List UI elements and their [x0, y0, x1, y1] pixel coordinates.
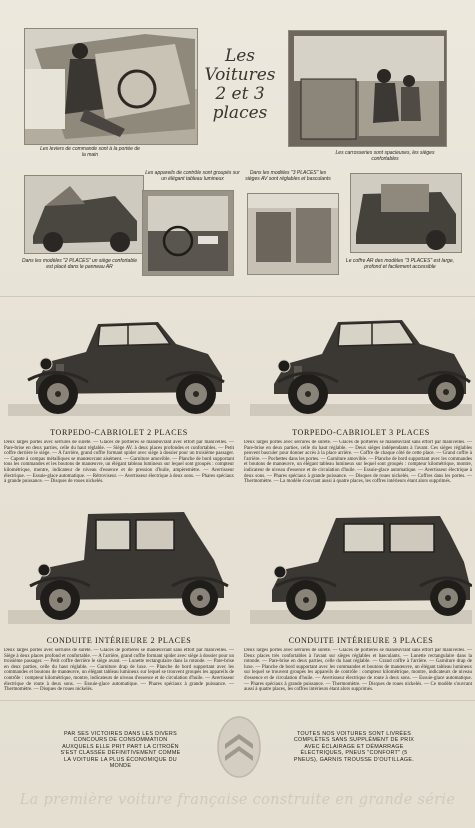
car-conduite-2-places [8, 506, 230, 628]
caption-three-seat-front: Dans les modèles "3 PLACES" les sièges AV sont réglables et basculants [245, 170, 331, 182]
photo-two-seat-trunk [24, 175, 144, 254]
photo-dashboard [142, 190, 234, 276]
caption-dashboard: Les appareils de contrôle sont groupés sur un élégant tableau lumineux [145, 170, 240, 182]
title-line: Voitures [204, 65, 276, 85]
driver-photo-illustration [25, 29, 197, 144]
title-line: Les [224, 46, 256, 66]
caption-two-seat-trunk: Dans les modèles "2 PLACES" un siège confortable est placé dans le panneau AR [22, 258, 138, 270]
equipment-note: TOUTES NOS VOITURES SONT LIVRÉES COMPLÈTES SANS SUPPLÉMENT DE PRIX AVEC ÉCLAIRAGE ET DÉMARRAGE ÉLECTRIQUES, PNEUS "CONFORT" (5 PNEUS), GARNIS TROUSSE D'OUTILLAGE. [293, 731, 415, 763]
conduite-interieure-illustration [8, 506, 230, 628]
three-seat-trunk-illustration [351, 174, 461, 252]
economy-note: PAR SES VICTOIRES DANS LES DIVERS CONCOURS DE CONSOMMATION AUXQUELS ELLE PRIT PART LA CITROËN S'EST CLASSÉE DÉFINITIVEMENT COMME LA VOITURE LA PLUS ÉCONOMIQUE DU MONDE [60, 731, 181, 770]
citroen-chevron-logo [216, 714, 262, 780]
footer-slogan: La première voiture française construite en grande série [19, 792, 456, 808]
title-line: places [212, 103, 268, 123]
model-specs: Deux larges portes avec serrures de sûreté. — Glaces de portières se manœuvrant avec effort par manivelles. — Pare-brise en deux parties, celle du haut réglable. — Siège AV. à deux places profondes et confortables. — Petit coffre derrière le siège. — A l'arrière, grand coffre formant spider avec siège à dossier pour un troisième passager. — Capote à compas métalliques se manœuvrant aisément. — Garniture amovible. — Planche de bord supportant tous les commandes et les boutons de manœuvre, un élégant tableau lumineux sur lequel sont groupés : compteur kilométrique, montre, indicateur de niveau d'essence et de pression d'huile, ampèremètre. — Avertisseur électrique. — Essuie-glace automatique. — Rétroviseur. — Avertisseur électrique à deux sons. — Phares spéciaux à grande puissance. — Disques de roues nickelés. [4, 440, 234, 485]
chevron-logo-icon [216, 714, 262, 780]
model-title: TORPEDO-CABRIOLET 3 PLACES [292, 428, 430, 437]
photo-three-seat-front [247, 193, 339, 275]
model-specs: Deux larges portes avec serrures de sûreté. — Glaces de portières se manœuvrant sans effort par manivelles. — Deux places très confortables à l'avant sur sièges réglables et basculants. — Lunette rectangulaire dans la rotonde. — Pare-brise en deux parties, celle du haut réglable. — Grand coffre à l'arrière. — Garniture drap de luxe. — Planche de bord supportant avec les commandes et boutons de manœuvre, un élégant tableau lumineux sur lequel se trouvent groupés les appareils de contrôle : compteur kilométrique, montre, indicateurs de niveau d'essence et de circulation d'huile. — Avertisseur électrique de route à deux sons. — Essuie-glace automatique. — Phares spéciaux à grande puissance. — Thermomètre. — Disques de roues nickelés. — Ce modèle s'ouvrant aussi à quatre places, les coffres intérieurs étant alors supprimés. [244, 648, 472, 693]
car-conduite-3-places [250, 506, 472, 628]
car-torpedo-3-places [250, 304, 472, 420]
torpedo-cabriolet-illustration [8, 304, 230, 420]
three-seat-front-illustration [248, 194, 338, 274]
photo-driver-controls [24, 28, 198, 145]
caption-bodies: Les carrosseries sont spacieuses, les sièges confortables [335, 150, 435, 162]
model-title: CONDUITE INTÉRIEURE 3 PLACES [288, 636, 434, 645]
caption-three-seat-trunk: Le coffre AR des modèles "3 PLACES" est large, profond et facilement accessible [345, 258, 455, 270]
seats-photo-illustration [289, 31, 446, 146]
photo-bodies-seats [288, 30, 447, 147]
model-specs: Deux larges portes avec serrures de sûreté. — Glaces de portières se manœuvrant sans effort par manivelles. — Siège à deux places profond et confortable. — A l'arrière, grand coffre formant spider avec siège à dossier pour un troisième passager. — Petit coffre derrière le siège avant. — Lunette rectangulaire dans la rotonde. — Pare-brise en deux parties, celle du haut réglable. — Garniture drap de luxe. — Planche de bord supportant avec les commandes et boutons de manœuvre, un élégant tableau lumineux sur lequel se trouvent groupés les appareils de contrôle : compteur kilométrique, montre, indicateurs de niveau d'essence et de circulation d'huile. — Avertisseur électrique de route à deux sons. — Essuie-glace automatique. — Phares spéciaux à grande puissance. — Thermomètre. — Disques de roues nickelés. [4, 648, 234, 693]
car-torpedo-2-places [8, 304, 230, 420]
brochure-title [195, 47, 285, 123]
photo-three-seat-trunk [350, 173, 462, 253]
caption-controls: Les leviers de commande sont à la portée de la main [40, 146, 140, 158]
fold-line [0, 296, 475, 297]
dashboard-illustration [143, 191, 233, 275]
model-specs: Deux larges portes avec serrures de sûreté. — Glaces de portières se manœuvrant sans effort par manivelles. — Pare-brise en deux parties, celle du haut réglable. — Deux sièges indépendants à l'avant. Ces sièges réglables peuvent basculer pour donner accès à la place arrière. — Coffre de chaque côté de cette place. — Grand coffre à l'arrière. — Pochettes dans les portes. — Garniture amovible. — Planche de bord supportant avec les commandes et boutons de manœuvre, un élégant tableau lumineux sur lequel sont groupés : compteur kilométrique, montre, indicateur de niveau d'essence et de circulation d'huile. — Essuie-glace automatique. — Avertisseur électrique à deux sons. — Phares spéciaux à grande puissance. — Disques de roues nickelés. — Coffres dans les portes. — Thermomètre. — La modèle s'ouvrant aussi à quatre places, les coffres intérieurs étant alors supprimés. [244, 440, 472, 485]
two-seat-trunk-illustration [25, 176, 143, 253]
title-line: 2 et 3 [215, 84, 265, 104]
torpedo-cabriolet-illustration [250, 304, 472, 420]
model-title: CONDUITE INTÉRIEURE 2 PLACES [46, 636, 192, 645]
model-title: TORPEDO-CABRIOLET 2 PLACES [50, 428, 188, 437]
conduite-interieure-illustration [250, 506, 472, 628]
